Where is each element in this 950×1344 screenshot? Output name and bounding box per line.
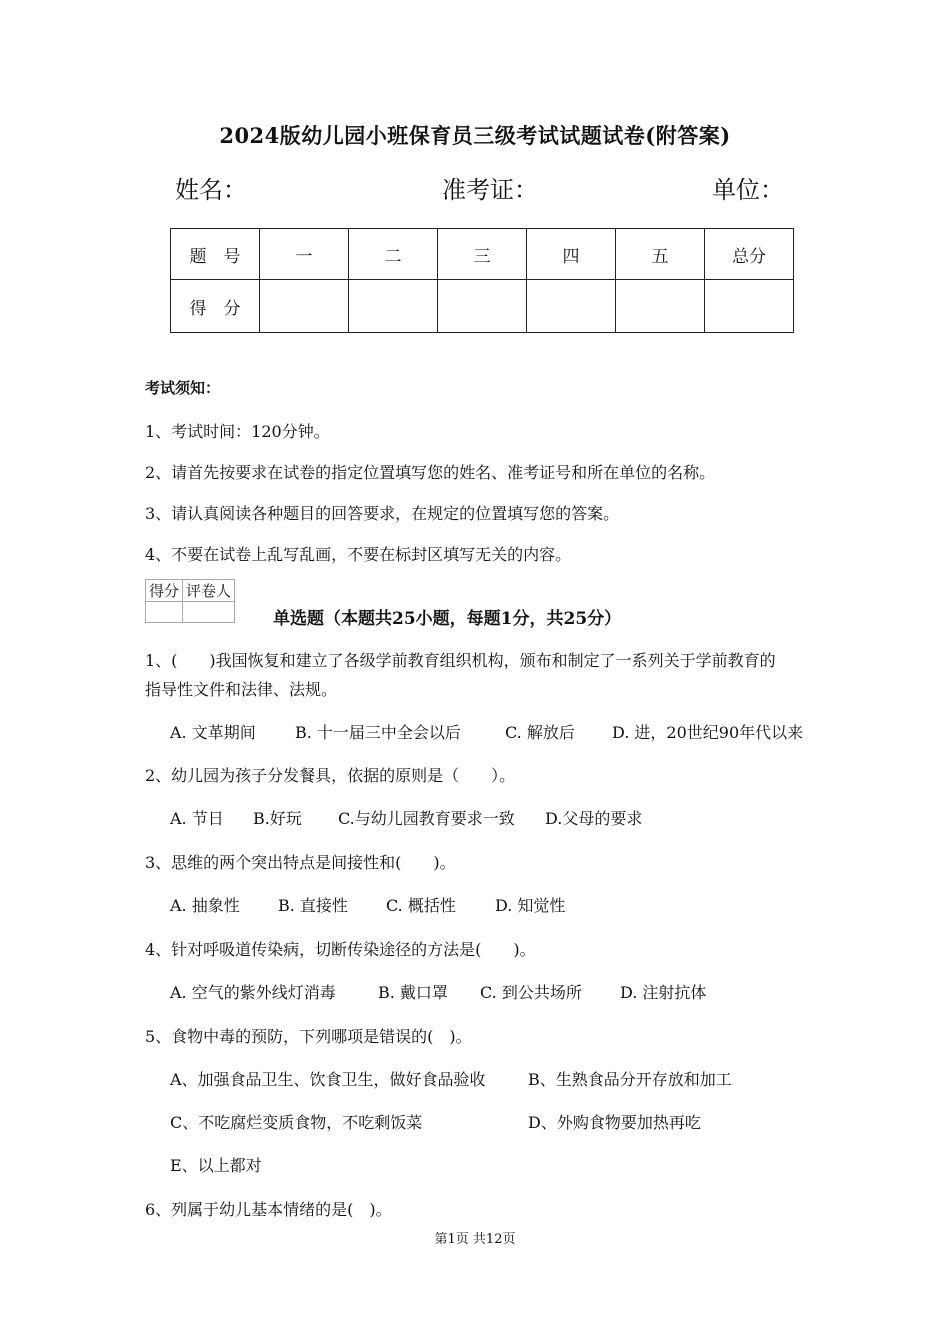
notice-item: 3、请认真阅读各种题目的回答要求，在规定的位置填写您的答案。: [145, 504, 620, 523]
question-3-stem: 3、思维的两个突出特点是间接性和( )。: [145, 853, 456, 872]
option-a: A. 节日: [170, 809, 224, 828]
question-6-stem: 6、列属于幼儿基本情绪的是( )。: [145, 1200, 392, 1219]
question-1-stem: 1、( )我国恢复和建立了各级学前教育组织机构，颁布和制定了一系列关于学前教育的: [145, 651, 776, 670]
option-a: A、加强食品卫生、饮食卫生，做好食品验收: [170, 1070, 486, 1089]
option-b: B、生熟食品分开存放和加工: [528, 1070, 732, 1089]
question-4-stem: 4、针对呼吸道传染病，切断传染途径的方法是( )。: [145, 940, 536, 959]
option-c: C、不吃腐烂变质食物，不吃剩饭菜: [170, 1113, 423, 1132]
score-table: [170, 228, 794, 333]
option-a: A. 抽象性: [170, 896, 240, 915]
option-d: D、外购食物要加热再吃: [528, 1113, 701, 1132]
grader-name-cell: [183, 602, 235, 623]
grader-name-label: 评卷人: [183, 580, 235, 602]
option-d: D. 知觉性: [495, 896, 566, 915]
header-cell-section-1: 一: [260, 229, 349, 280]
score-cell: [616, 280, 705, 333]
option-d: D.父母的要求: [545, 809, 643, 828]
section-heading: 单选题（本题共25小题，每题1分，共25分）: [273, 609, 622, 629]
grader-box: [145, 579, 235, 623]
option-a: A. 文革期间: [170, 723, 256, 742]
option-b: B. 戴口罩: [378, 983, 448, 1002]
grader-score-cell: [146, 602, 183, 623]
name-field-label: 姓名：: [175, 176, 247, 204]
exam-number-field-label: 准考证：: [442, 176, 538, 204]
score-table-score-row: [171, 280, 794, 333]
notice-item: 1、考试时间：120分钟。: [145, 422, 330, 441]
option-c: C. 到公共场所: [480, 983, 582, 1002]
score-cell: [349, 280, 438, 333]
notice-item: 2、请首先按要求在试卷的指定位置填写您的姓名、准考证号和所在单位的名称。: [145, 463, 716, 482]
score-cell: [705, 280, 794, 333]
score-cell: [438, 280, 527, 333]
page-title: 2024版幼儿园小班保育员三级考试试题试卷(附答案): [219, 123, 731, 148]
score-table-header-row: [171, 229, 794, 280]
option-a: A. 空气的紫外线灯消毒: [170, 983, 336, 1002]
option-c: C.与幼儿园教育要求一致: [338, 809, 515, 828]
question-5-stem: 5、食物中毒的预防，下列哪项是错误的( )。: [145, 1027, 472, 1046]
page-footer: 第1页 共12页: [434, 1232, 516, 1247]
option-b: B. 十一届三中全会以后: [295, 723, 461, 742]
header-cell-section-4: 四: [527, 229, 616, 280]
question-2-stem: 2、幼儿园为孩子分发餐具，依据的原则是（ ）。: [145, 766, 516, 785]
header-cell-section-2: 二: [349, 229, 438, 280]
score-cell: [260, 280, 349, 333]
unit-field-label: 单位：: [712, 176, 784, 204]
option-d: D. 注射抗体: [620, 983, 707, 1002]
header-cell-section-5: 五: [616, 229, 705, 280]
notice-heading: 考试须知：: [145, 379, 221, 397]
option-b: B.好玩: [253, 809, 302, 828]
grader-score-label: 得分: [146, 580, 183, 602]
option-e: E、以上都对: [170, 1156, 262, 1175]
question-1-stem-cont: 指导性文件和法律、法规。: [145, 680, 338, 699]
option-d: D. 进，20世纪90年代以来: [612, 723, 804, 742]
option-c: C. 概括性: [386, 896, 456, 915]
header-cell-section-3: 三: [438, 229, 527, 280]
notice-item: 4、不要在试卷上乱写乱画，不要在标封区填写无关的内容。: [145, 545, 572, 564]
score-row-label: 得 分: [171, 280, 260, 333]
header-cell-label: 题 号: [171, 229, 260, 280]
score-cell: [527, 280, 616, 333]
header-cell-total: 总分: [705, 229, 794, 280]
option-c: C. 解放后: [505, 723, 575, 742]
option-b: B. 直接性: [278, 896, 348, 915]
